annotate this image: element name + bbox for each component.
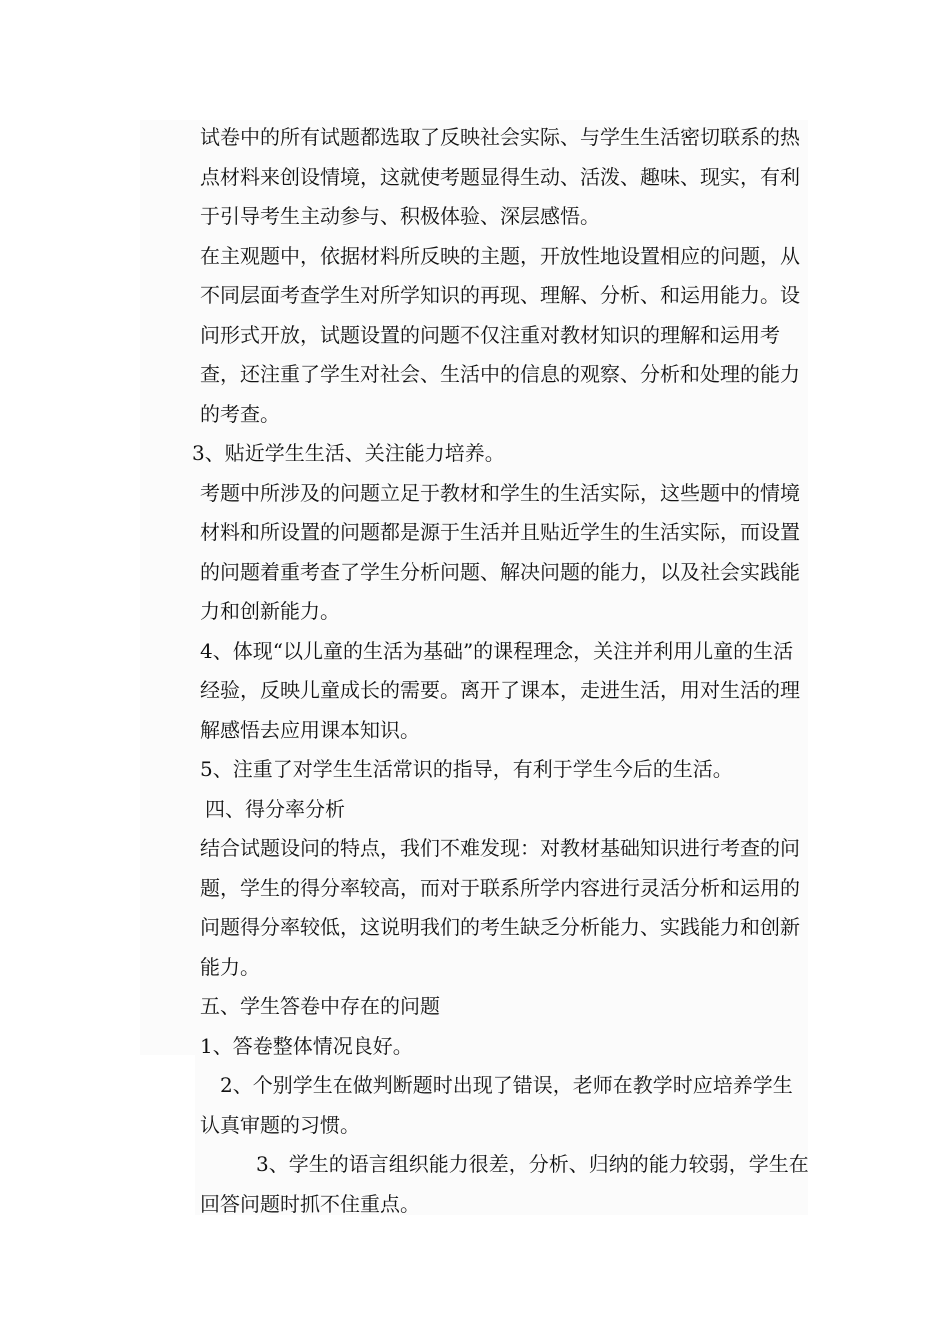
paragraph-issue-1: 1、答卷整体情况良好。 xyxy=(200,1033,413,1058)
paragraph-hot-materials: 试卷中的所有试题都选取了反映社会实际、与学生生活密切联系的热点材料来创设情境，这就使考题显得生动、活泼、趣味、现实，有利于引导考生主动参与、积极体验、深层感悟。 xyxy=(200,125,800,228)
paragraph-score-analysis: 结合试题设问的特点，我们不难发现：对教材基础知识进行考查的问题，学生的得分率较高，而对于联系所学内容进行灵活分析和运用的问题得分率较低，这说明我们的考生缺乏分析能力、实践能力和创新能力。 xyxy=(200,836,800,979)
paragraph-life-reality: 考题中所涉及的问题立足于教材和学生的生活实际，这些题中的情境材料和所设置的问题都是源于生活并且贴近学生的生活实际，而设置的问题着重考查了学生分析问题、解决问题的能力，以及社会实践能力和创新能力。 xyxy=(200,480,800,623)
paragraph-point-5: 5、注重了对学生生活常识的指导，有利于学生今后的生活。 xyxy=(200,757,733,781)
paragraph-point-4: 4、体现“以儿童的生活为基础”的课程理念，关注并利用儿童的生活经验，反映儿童成长的需要。离开了课本，走进生活，用对生活的理解感悟去应用课本知识。 xyxy=(200,638,800,742)
paragraph-issue-2: 2、个别学生在做判断题时出现了错误，老师在教学时应培养学生认真审题的习惯。 xyxy=(200,1073,793,1137)
document-body xyxy=(192,118,810,1224)
heading-section-4: 四、得分率分析 xyxy=(205,796,345,821)
paragraph-issue-3: 3、学生的语言组织能力很差，分析、归纳的能力较弱，学生在回答问题时抓不住重点。 xyxy=(200,1152,809,1216)
paragraph-subjective-questions: 在主观题中，依据材料所反映的主题，开放性地设置相应的问题，从不同层面考查学生对所学知识的再现、理解、分析、和运用能力。设问形式开放，试题设置的问题不仅注重对教材知识的理解和运用考查，还注重了学生对社会、生活中的信息的观察、分析和处理的能力的考查。 xyxy=(200,243,800,426)
heading-point-3: 3、贴近学生生活、关注能力培养。 xyxy=(192,441,505,465)
heading-section-5: 五、学生答卷中存在的问题 xyxy=(200,994,440,1018)
